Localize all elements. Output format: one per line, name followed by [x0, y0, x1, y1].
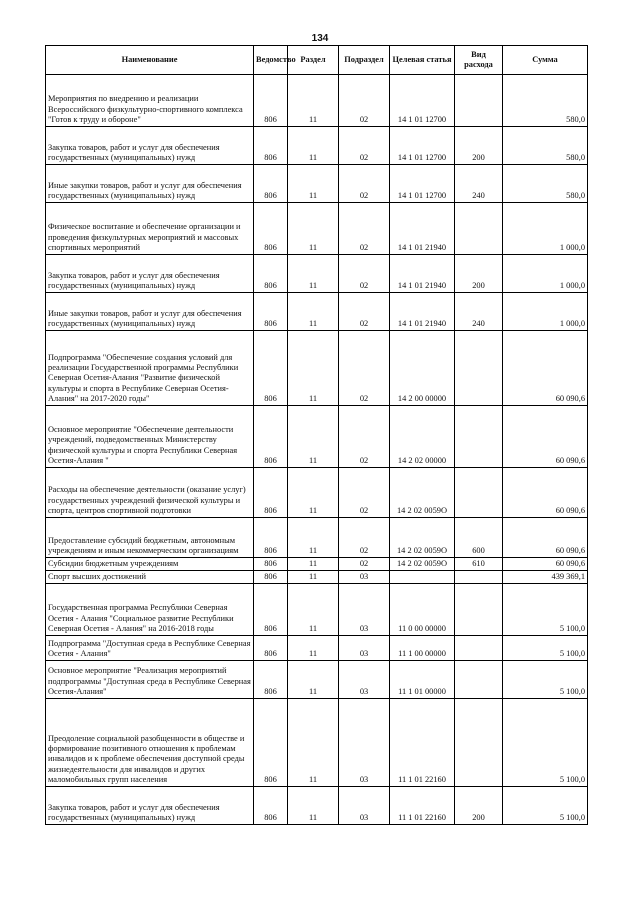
target-article-cell: 14 2 02 0059О: [390, 518, 455, 558]
expense-type-cell: [455, 75, 503, 127]
row-name-cell: Преодоление социальной разобщенности в обществе и формирование позитивного отношения к проблемам инвалидов и к проблеме обеспечения доступной среды жизнедеятельности для инвалидов и других маломобильных групп населения: [46, 699, 254, 787]
row-name-cell: Мероприятия по внедрению и реализации Всероссийского физкультурно-спортивного комплекса "Готов к труду и обороне": [46, 75, 254, 127]
target-article-cell: 14 1 01 21940: [390, 203, 455, 255]
vedomstvo-cell: 806: [254, 787, 288, 825]
podrazdel-cell: 02: [339, 255, 390, 293]
razdel-cell: 11: [288, 127, 339, 165]
razdel-cell: 11: [288, 661, 339, 699]
table-row: [46, 203, 588, 255]
podrazdel-cell: 02: [339, 468, 390, 518]
vedomstvo-cell: 806: [254, 165, 288, 203]
header-vedomstvo: Ведомство: [254, 46, 288, 75]
row-name-cell: Государственная программа Республики Северная Осетия - Алания "Социальное развитие Республики Северная Осетия - Алания" на 2016-2018 годы: [46, 584, 254, 636]
sum-cell: 580,0: [503, 127, 588, 165]
podrazdel-cell: 02: [339, 293, 390, 331]
sum-cell: 5 100,0: [503, 636, 588, 661]
row-name-cell: Физическое воспитание и обеспечение организации и проведения физкультурных мероприятий и массовых спортивных мероприятий: [46, 203, 254, 255]
header-razdel: Раздел: [288, 46, 339, 75]
expense-type-cell: 240: [455, 293, 503, 331]
target-article-cell: 14 2 02 00000: [390, 406, 455, 468]
vedomstvo-cell: 806: [254, 584, 288, 636]
table-row: [46, 165, 588, 203]
expense-type-cell: [455, 571, 503, 584]
vedomstvo-cell: 806: [254, 468, 288, 518]
table-row: [46, 331, 588, 406]
razdel-cell: 11: [288, 75, 339, 127]
table-row: [46, 699, 588, 787]
vedomstvo-cell: 806: [254, 699, 288, 787]
vedomstvo-cell: 806: [254, 661, 288, 699]
table-row: [46, 468, 588, 518]
table-row: [46, 636, 588, 661]
row-name-cell: Основное мероприятие "Обеспечение деятельности учреждений, подведомственных Министерству физической культуры и спорта Республики Северная Осетия-Алания ": [46, 406, 254, 468]
vedomstvo-cell: 806: [254, 75, 288, 127]
razdel-cell: 11: [288, 203, 339, 255]
vedomstvo-cell: 806: [254, 406, 288, 468]
expense-type-cell: [455, 331, 503, 406]
sum-cell: 5 100,0: [503, 787, 588, 825]
target-article-cell: 11 0 00 00000: [390, 584, 455, 636]
sum-cell: 60 090,6: [503, 331, 588, 406]
razdel-cell: 11: [288, 787, 339, 825]
table-row: [46, 127, 588, 165]
table-row: [46, 518, 588, 558]
table-row: [46, 406, 588, 468]
sum-cell: 1 000,0: [503, 203, 588, 255]
vedomstvo-cell: 806: [254, 127, 288, 165]
expense-type-cell: [455, 636, 503, 661]
row-name-cell: Иные закупки товаров, работ и услуг для обеспечения государственных (муниципальных) нужд: [46, 293, 254, 331]
target-article-cell: [390, 571, 455, 584]
expense-type-cell: 200: [455, 255, 503, 293]
target-article-cell: 11 1 01 00000: [390, 661, 455, 699]
vedomstvo-cell: 806: [254, 293, 288, 331]
header-target-article: Целевая статья: [390, 46, 455, 75]
podrazdel-cell: 02: [339, 165, 390, 203]
podrazdel-cell: 02: [339, 127, 390, 165]
razdel-cell: 11: [288, 584, 339, 636]
sum-cell: 1 000,0: [503, 255, 588, 293]
expense-type-cell: 200: [455, 127, 503, 165]
razdel-cell: 11: [288, 558, 339, 571]
target-article-cell: 14 1 01 21940: [390, 255, 455, 293]
razdel-cell: 11: [288, 331, 339, 406]
target-article-cell: 11 1 00 00000: [390, 636, 455, 661]
table-row: [46, 293, 588, 331]
table-row: [46, 661, 588, 699]
header-name: Наименование: [46, 46, 254, 75]
row-name-cell: Иные закупки товаров, работ и услуг для обеспечения государственных (муниципальных) нужд: [46, 165, 254, 203]
budget-table: [45, 45, 588, 825]
target-article-cell: 11 1 01 22160: [390, 699, 455, 787]
vedomstvo-cell: 806: [254, 571, 288, 584]
expense-type-cell: [455, 203, 503, 255]
target-article-cell: 14 1 01 12700: [390, 165, 455, 203]
sum-cell: 60 090,6: [503, 518, 588, 558]
row-name-cell: Подпрограмма "Доступная среда в Республике Северная Осетия - Алания": [46, 636, 254, 661]
podrazdel-cell: 03: [339, 787, 390, 825]
razdel-cell: 11: [288, 636, 339, 661]
target-article-cell: 14 1 01 21940: [390, 293, 455, 331]
podrazdel-cell: 03: [339, 584, 390, 636]
row-name-cell: Спорт высших достижений: [46, 571, 254, 584]
table-row: [46, 558, 588, 571]
sum-cell: 5 100,0: [503, 661, 588, 699]
row-name-cell: Закупка товаров, работ и услуг для обеспечения государственных (муниципальных) нужд: [46, 255, 254, 293]
page-number: 134: [311, 33, 329, 44]
header-podrazdel: Подраздел: [339, 46, 390, 75]
expense-type-cell: [455, 406, 503, 468]
row-name-cell: Основное мероприятие "Реализация мероприятий подпрограммы "Доступная среда в Республике Северная Осетия-Алания": [46, 661, 254, 699]
sum-cell: 60 090,6: [503, 558, 588, 571]
sum-cell: 580,0: [503, 165, 588, 203]
target-article-cell: 14 2 02 0059О: [390, 468, 455, 518]
target-article-cell: 14 2 02 0059О: [390, 558, 455, 571]
razdel-cell: 11: [288, 518, 339, 558]
sum-cell: 5 100,0: [503, 584, 588, 636]
podrazdel-cell: 03: [339, 699, 390, 787]
vedomstvo-cell: 806: [254, 255, 288, 293]
table-row: [46, 571, 588, 584]
vedomstvo-cell: 806: [254, 636, 288, 661]
expense-type-cell: 600: [455, 518, 503, 558]
podrazdel-cell: 03: [339, 636, 390, 661]
razdel-cell: 11: [288, 571, 339, 584]
expense-type-cell: [455, 468, 503, 518]
row-name-cell: Субсидии бюджетным учреждениям: [46, 558, 254, 571]
sum-cell: 439 369,1: [503, 571, 588, 584]
row-name-cell: Закупка товаров, работ и услуг для обеспечения государственных (муниципальных) нужд: [46, 787, 254, 825]
razdel-cell: 11: [288, 406, 339, 468]
expense-type-cell: [455, 584, 503, 636]
table-header-row: [46, 46, 588, 75]
razdel-cell: 11: [288, 468, 339, 518]
target-article-cell: 14 2 00 00000: [390, 331, 455, 406]
expense-type-cell: 610: [455, 558, 503, 571]
sum-cell: 60 090,6: [503, 406, 588, 468]
podrazdel-cell: 03: [339, 571, 390, 584]
podrazdel-cell: 03: [339, 661, 390, 699]
vedomstvo-cell: 806: [254, 518, 288, 558]
podrazdel-cell: 02: [339, 203, 390, 255]
table-row: [46, 255, 588, 293]
sum-cell: 5 100,0: [503, 699, 588, 787]
table-row: [46, 787, 588, 825]
vedomstvo-cell: 806: [254, 331, 288, 406]
row-name-cell: Предоставление субсидий бюджетным, автономным учреждениям и иным некоммерческим организациям: [46, 518, 254, 558]
header-expense-type: Вид расхода: [455, 46, 503, 75]
expense-type-cell: 200: [455, 787, 503, 825]
razdel-cell: 11: [288, 699, 339, 787]
podrazdel-cell: 02: [339, 331, 390, 406]
razdel-cell: 11: [288, 255, 339, 293]
podrazdel-cell: 02: [339, 558, 390, 571]
target-article-cell: 14 1 01 12700: [390, 75, 455, 127]
vedomstvo-cell: 806: [254, 558, 288, 571]
expense-type-cell: [455, 661, 503, 699]
podrazdel-cell: 02: [339, 518, 390, 558]
target-article-cell: 14 1 01 12700: [390, 127, 455, 165]
razdel-cell: 11: [288, 293, 339, 331]
table-row: [46, 584, 588, 636]
header-sum: Сумма: [503, 46, 588, 75]
target-article-cell: 11 1 01 22160: [390, 787, 455, 825]
podrazdel-cell: 02: [339, 406, 390, 468]
sum-cell: 1 000,0: [503, 293, 588, 331]
expense-type-cell: [455, 699, 503, 787]
sum-cell: 60 090,6: [503, 468, 588, 518]
razdel-cell: 11: [288, 165, 339, 203]
podrazdel-cell: 02: [339, 75, 390, 127]
row-name-cell: Закупка товаров, работ и услуг для обеспечения государственных (муниципальных) нужд: [46, 127, 254, 165]
expense-type-cell: 240: [455, 165, 503, 203]
vedomstvo-cell: 806: [254, 203, 288, 255]
row-name-cell: Подпрограмма "Обеспечение создания условий для реализации Государственной программы Республики Северная Осетия-Алания "Развитие физической культуры и спорта в Республике Северная Осетия-Алания" на 2017-2020 годы": [46, 331, 254, 406]
table-row: [46, 75, 588, 127]
sum-cell: 580,0: [503, 75, 588, 127]
row-name-cell: Расходы на обеспечение деятельности (оказание услуг) государственных учреждений физической культуры и спорта, центров спортивной подготовки: [46, 468, 254, 518]
